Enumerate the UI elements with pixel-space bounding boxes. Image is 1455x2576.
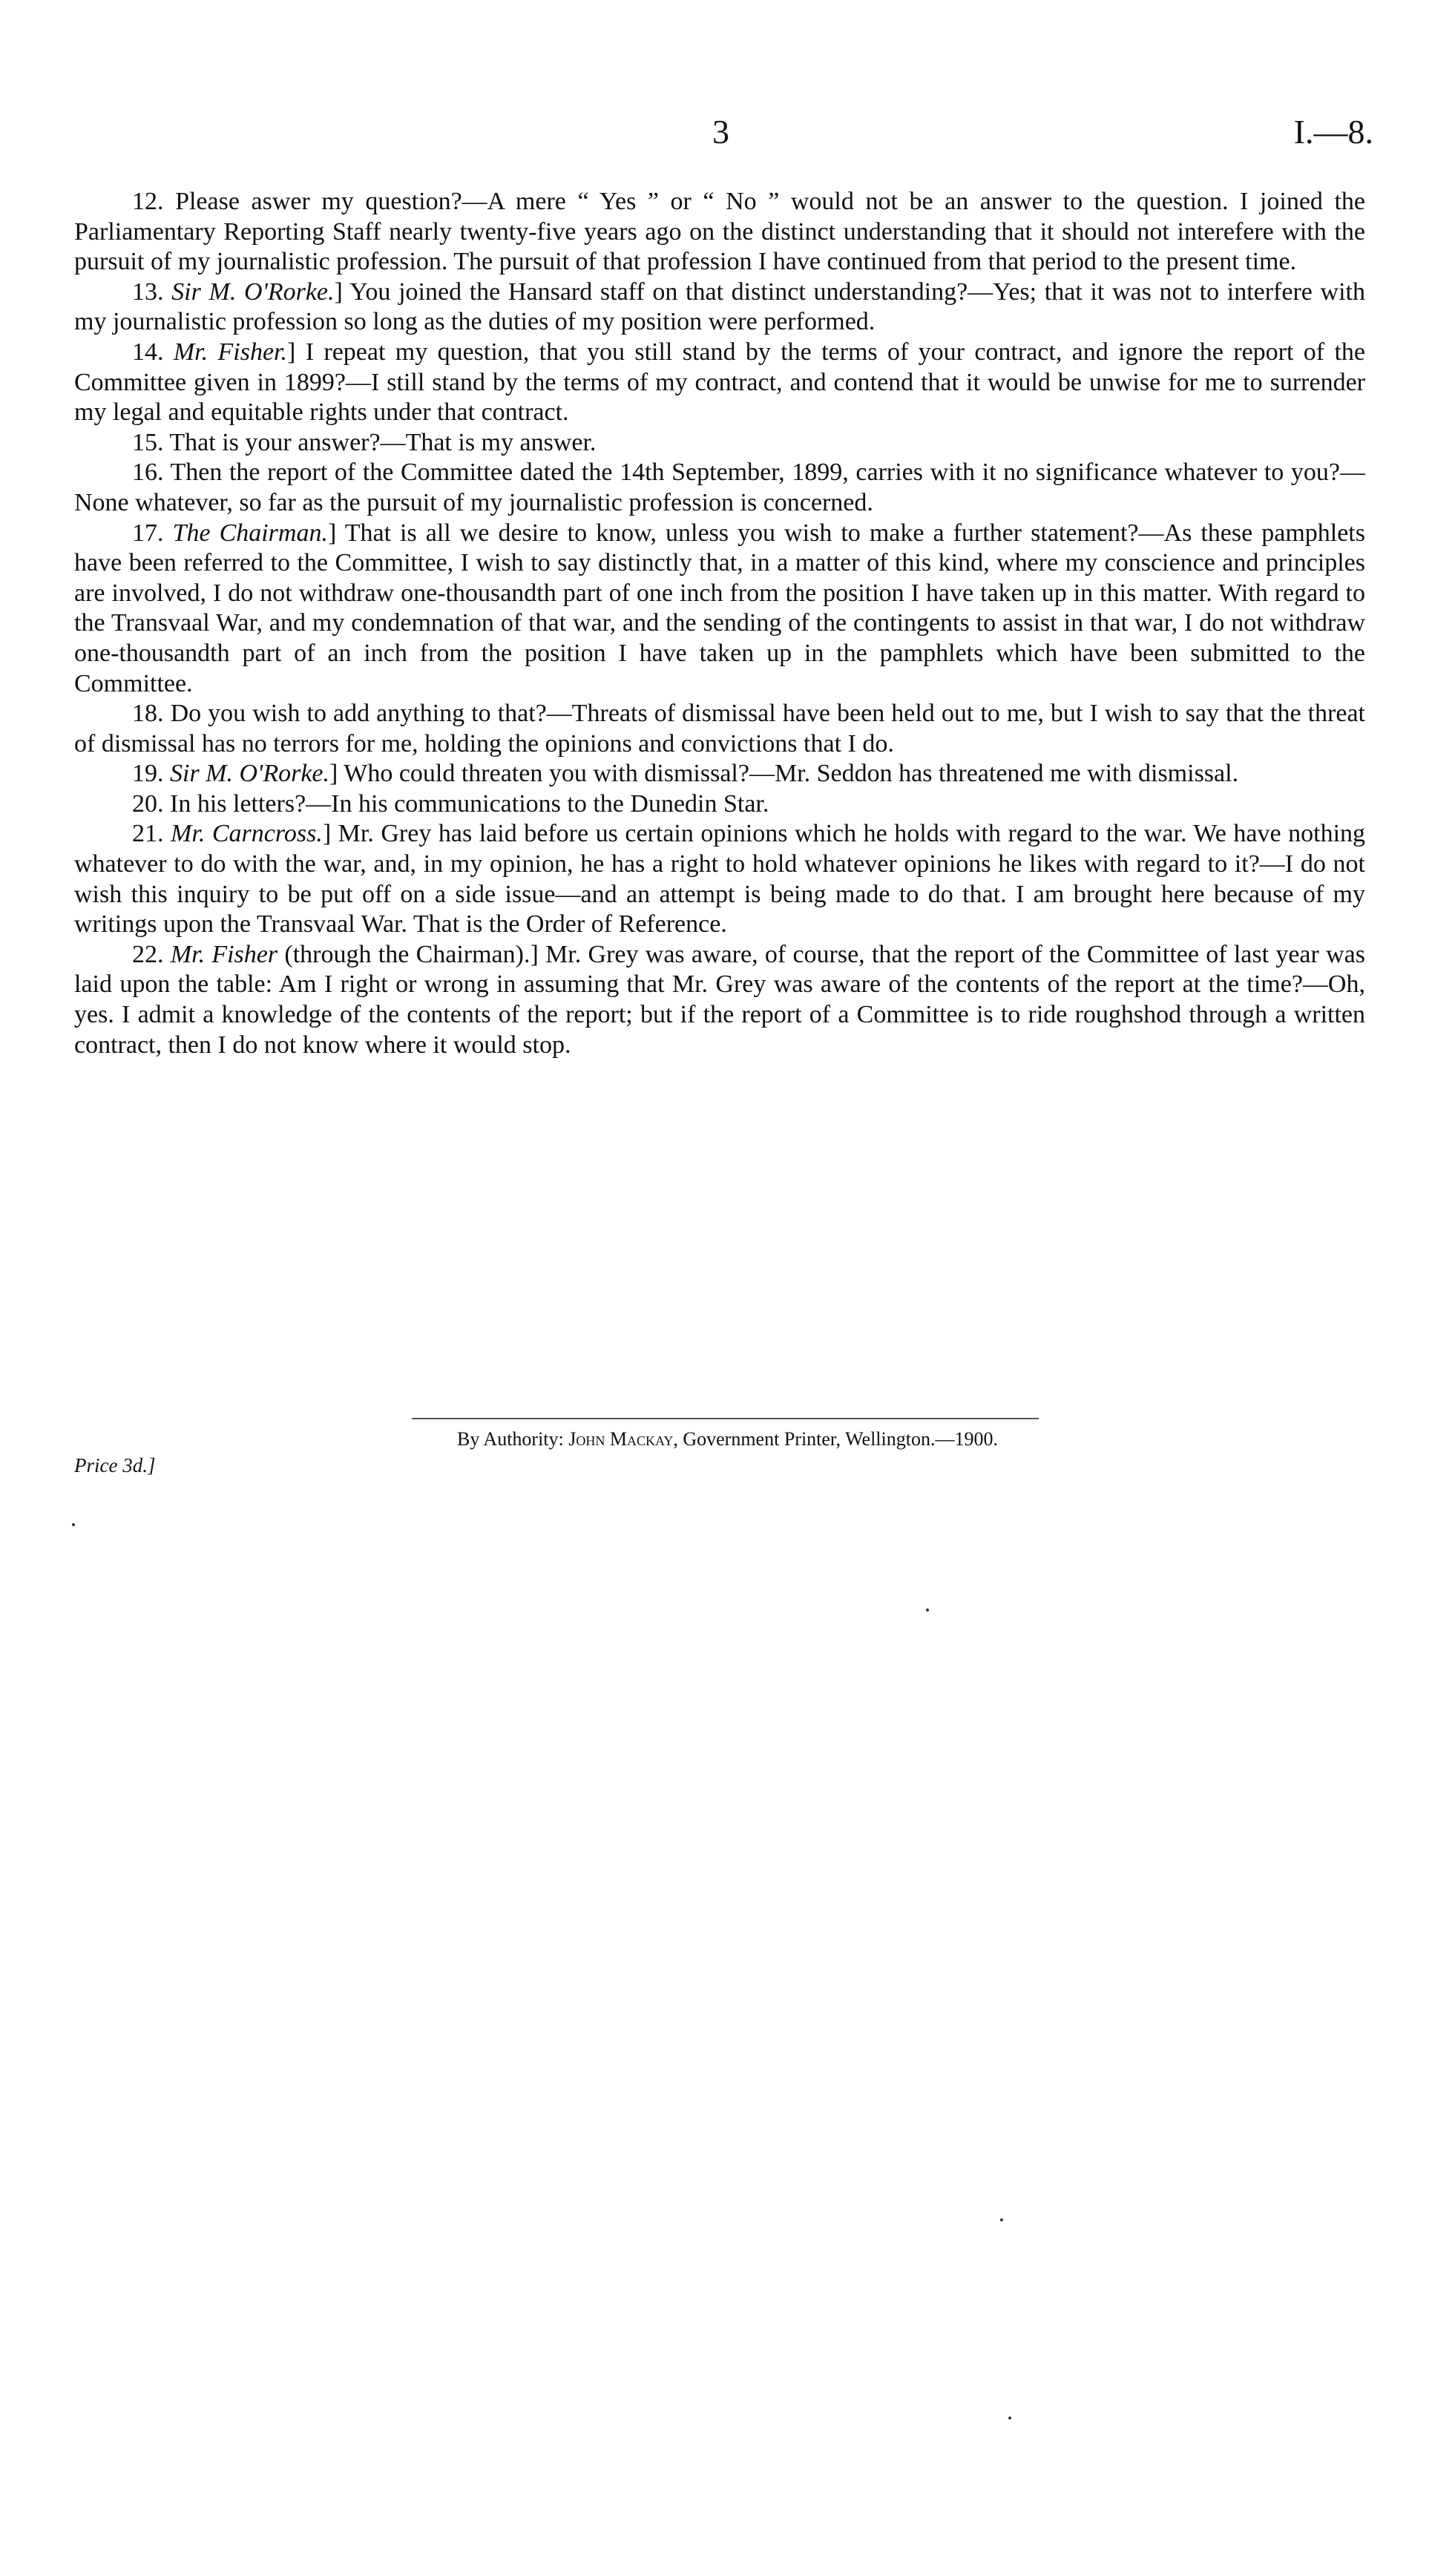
testimony-body [74,187,1365,1060]
speaker-name: Mr. Fisher [170,940,278,968]
paragraph-text: Then the report of the Committee dated the 14th September, 1899, carries with it no significance whatever to you?—None whatever, so far as the pursuit of my journalistic profession is concerned. [74,459,1365,516]
paragraph-text: ] That is all we desire to know, unless you wish to make a further statement?—As these pamphlets have been referred to the Committee, I wish to say distinctly that, in a matter of this kind, where my conscience and principles are involved, I do not withdraw one-thousandth part of one inch from the position I have taken up in this matter. With regard to the Transvaal War, and my condemnation of that war, and the sending of the contingents to assist in that war, I do not withdraw one-thousandth part of an inch from the position I have taken up in the pamphlets which have been submitted to the Committee. [74,519,1365,697]
paragraph-13 [74,277,1365,338]
paragraph-text: (through the Chairman).] Mr. Grey was aware, of course, that the report of the Committee of last year was laid upon the table: Am I right or wrong in assuming that Mr. Grey was aware of the contents of the report at the time?—Oh, yes. I admit a knowledge of the contents of the report; but if the report of a Committee is to ride roughshod through a written contract, then I do not know where it would stop. [74,940,1365,1059]
paragraph-text: ] You joined the Hansard staff on that distinct understanding?—Yes; that it was not to interfere with my journalistic profession so long as the duties of my position were performed. [74,277,1365,336]
paragraph-number: 15. [132,428,164,456]
print-speck [1008,2416,1011,2419]
paragraph-number: 13. [132,277,164,306]
imprint-divider [412,1418,1039,1419]
paragraph-number: 21. [132,820,164,848]
paragraph-17 [74,519,1365,700]
printer-name: John Mackay [568,1428,674,1450]
imprint-prefix: By Authority: [457,1428,569,1450]
speaker-name: The Chairman. [172,519,328,547]
paragraph-19 [74,759,1365,789]
paragraph-number: 19. [132,760,164,788]
print-speck [1000,2218,1003,2221]
speaker-name: Sir M. O'Rorke. [171,277,335,306]
printer-imprint [0,1425,1455,1454]
paragraph-number: 18. [132,700,164,728]
paragraph-22 [74,940,1365,1060]
paragraph-number: 16. [132,459,164,487]
paragraph-number: 17. [132,519,164,547]
speaker-name: Sir M. O'Rorke. [170,760,330,788]
paragraph-text: Do you wish to add anything to that?—Threats of dismissal have been held out to me, but I wish to say that the threat of dismissal has no terrors for me, holding the opinions and convictions that I do. [74,700,1366,758]
paragraph-number: 12. [132,188,164,215]
paragraph-12 [74,187,1365,277]
paragraph-text: ] I repeat my question, that you still stand by the terms of your contract, and ignore the report of the Committee given in 1899?—I still stand by the terms of my contract, and contend that it would be unwise for me to surrender my legal and equitable rights under that contract. [74,338,1365,427]
paragraph-text: ] Mr. Grey has laid before us certain opinions which he holds with regard to the war. We have nothing whatever to do with the war, and, in my opinion, he has a right to hold whatever opinions he likes with regard to it?—I do not wish this inquiry to be put off on a side issue—and an attempt is being made to do that. I am brought here because of my writings upon the Transvaal War. That is the Order of Reference. [74,820,1366,939]
speaker-name: Mr. Fisher. [173,338,288,366]
paragraph-16 [74,458,1365,518]
price-note: Price 3d.] [74,1454,156,1476]
paragraph-number: 22. [132,940,164,968]
print-speck [926,1609,929,1611]
paragraph-text: ] Who could threaten you with dismissal?—Mr. Seddon has threatened me with dismissal. [329,760,1239,788]
page-number: 3 [712,113,729,151]
print-speck [72,1523,75,1526]
paragraph-text: Please aswer my question?—A mere “ Yes ” or “ No ” would not be an answer to the question. I joined the Parliamentary Reporting Staff nearly twenty-five years ago on the distinct understanding that it should not interefere with the pursuit of my journalistic profession. The pursuit of that profession I have continued from that period to the present time. [74,188,1366,276]
imprint-suffix: , Government Printer, Wellington.—1900. [673,1428,998,1450]
paragraph-number: 14. [132,338,164,366]
paragraph-text: In his letters?—In his communications to the Dunedin Star. [170,789,769,818]
paragraph-number: 20. [132,789,164,818]
page-header [0,110,1455,154]
paper-reference: I.—8. [1293,113,1373,151]
paragraph-20 [74,789,1365,820]
paragraph-21 [74,819,1365,939]
paragraph-18 [74,699,1365,759]
speaker-name: Mr. Carncross. [171,820,323,848]
paragraph-14 [74,338,1365,428]
paragraph-text: That is your answer?—That is my answer. [169,428,597,456]
paragraph-15 [74,428,1365,459]
